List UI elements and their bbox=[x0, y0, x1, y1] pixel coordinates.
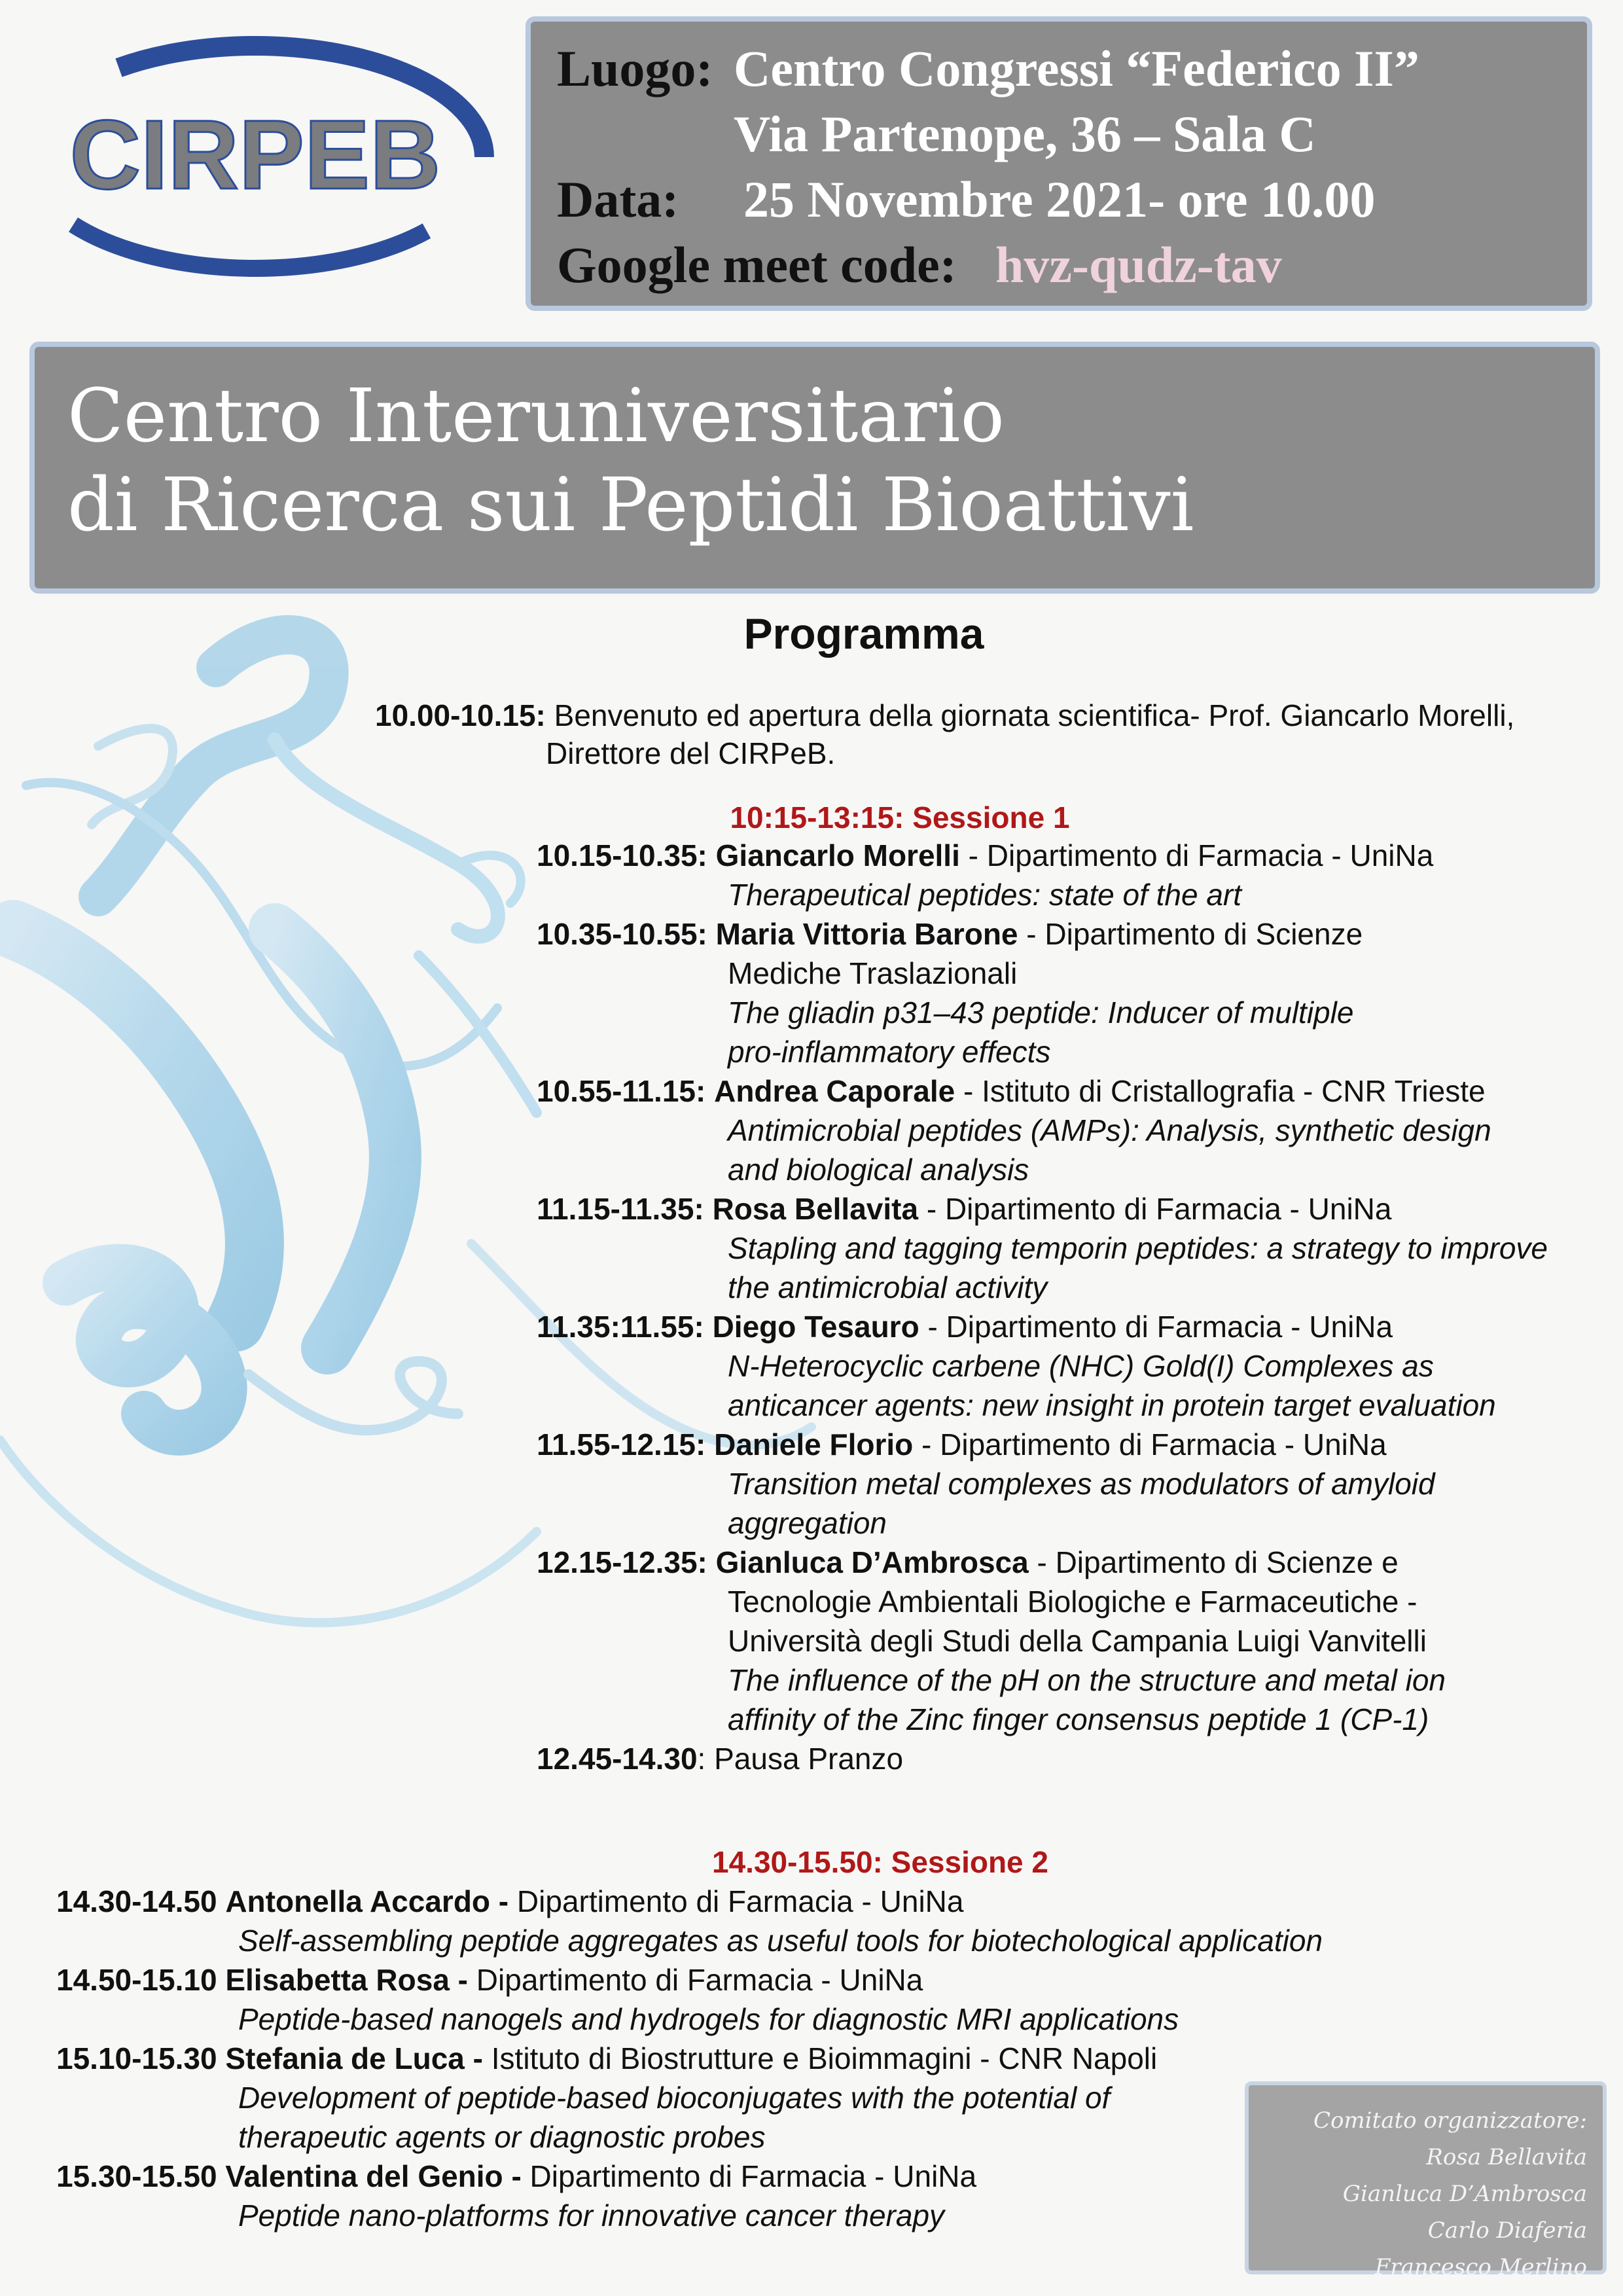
talk-speaker: Rosa Bellavita bbox=[712, 1192, 919, 1226]
talk-speaker: Stefania de Luca - bbox=[225, 2041, 483, 2075]
talk-title: Peptide nano-platforms for innovative cancer therapy bbox=[238, 2198, 945, 2233]
talk-affiliation-cont: Tecnologie Ambientali Biologiche e Farmaceutiche - bbox=[728, 1585, 1418, 1619]
talk-affiliation: - Istituto di Cristallografia - CNR Trieste bbox=[955, 1074, 1486, 1108]
talk-affiliation: - Dipartimento di Scienze e bbox=[1028, 1545, 1399, 1579]
meet-code: hvz-qudz-tav bbox=[995, 236, 1282, 293]
talk-row bbox=[537, 915, 1363, 953]
banner-line-1: Centro Interuniversitario bbox=[67, 374, 1005, 459]
talk-time: 11.15-11.35: bbox=[537, 1192, 704, 1226]
talk-title: The influence of the pH on the structure and metal ion bbox=[728, 1663, 1446, 1697]
location-venue: Centro Congressi “Federico II” bbox=[734, 40, 1419, 97]
date-value: 25 Novembre 2021- ore 10.00 bbox=[743, 171, 1376, 228]
talk-speaker: Gianluca D’Ambrosca bbox=[715, 1545, 1029, 1579]
talk-affiliation-cont: Università degli Studi della Campania Luigi Vanvitelli bbox=[728, 1624, 1427, 1658]
talk-affiliation: Dipartimento di Farmacia - UniNa bbox=[521, 2159, 977, 2193]
talk-affiliation-cont: Mediche Traslazionali bbox=[728, 956, 1018, 990]
lunch-time: 12.45-14.30 bbox=[537, 1742, 698, 1776]
talk-title: pro-inflammatory effects bbox=[728, 1035, 1051, 1069]
talk-time: 11.55-12.15: bbox=[537, 1427, 706, 1462]
date-line bbox=[557, 167, 1561, 232]
committee-name: Francesco Merlino bbox=[1374, 2254, 1587, 2280]
talk-title: anticancer agents: new insight in protein target evaluation bbox=[728, 1388, 1496, 1422]
talk-title: Development of peptide-based bioconjugates with the potential of bbox=[238, 2081, 1111, 2115]
talk-affiliation: - Dipartimento di Scienze bbox=[1018, 917, 1363, 951]
talk-row bbox=[537, 1308, 1393, 1346]
talk-title: Transition metal complexes as modulators of amyloid bbox=[728, 1467, 1435, 1501]
lunch-text: : Pausa Pranzo bbox=[697, 1742, 904, 1776]
opening-line-1 bbox=[375, 696, 1514, 734]
session-1-heading: 10:15-13:15: Sessione 1 bbox=[730, 800, 1070, 834]
talk-title: and biological analysis bbox=[728, 1153, 1029, 1187]
talk-title: therapeutic agents or diagnostic probes bbox=[238, 2120, 766, 2154]
talk-time: 10.55-11.15: bbox=[537, 1074, 706, 1108]
talk-row bbox=[537, 1426, 1387, 1463]
talk-affiliation: Dipartimento di Farmacia - UniNa bbox=[468, 1963, 923, 1997]
talk-row bbox=[537, 1072, 1486, 1110]
title-banner bbox=[29, 342, 1600, 594]
committee-name: Gianluca D’Ambrosca bbox=[1342, 2181, 1587, 2207]
talk-affiliation: - Dipartimento di Farmacia - UniNa bbox=[959, 838, 1434, 872]
talk-speaker: Antonella Accardo - bbox=[225, 1884, 509, 1918]
talk-time: 15.10-15.30 bbox=[56, 2041, 217, 2075]
opening-text-2: Direttore del CIRPeB. bbox=[546, 736, 836, 770]
location-label: Luogo: bbox=[557, 40, 713, 97]
talk-title: the antimicrobial activity bbox=[728, 1270, 1048, 1304]
talk-affiliation: - Dipartimento di Farmacia - UniNa bbox=[913, 1427, 1387, 1462]
talk-row bbox=[537, 1190, 1391, 1228]
talk-speaker: Valentina del Genio - bbox=[225, 2159, 522, 2193]
opening-time: 10.00-10.15: bbox=[375, 698, 546, 732]
talk-time: 14.30-14.50 bbox=[56, 1884, 217, 1918]
talk-time: 10.35-10.55: bbox=[537, 917, 707, 951]
talk-row bbox=[56, 1961, 923, 1999]
committee-name: Rosa Bellavita bbox=[1426, 2144, 1587, 2170]
talk-title: The gliadin p31–43 peptide: Inducer of multiple bbox=[728, 996, 1354, 1030]
talk-row bbox=[537, 1543, 1399, 1581]
talk-title: Self-assembling peptide aggregates as useful tools for biotechological application bbox=[238, 1924, 1323, 1958]
date-label: Data: bbox=[557, 171, 679, 228]
location-address: Via Partenope, 36 – Sala C bbox=[734, 105, 1316, 162]
talk-time: 11.35:11.55: bbox=[537, 1310, 704, 1344]
talk-row bbox=[56, 1882, 963, 1920]
talk-time: 12.15-12.35: bbox=[537, 1545, 707, 1579]
talk-speaker: Andrea Caporale bbox=[714, 1074, 955, 1108]
lunch-break-row bbox=[537, 1740, 903, 1778]
talk-title: aggregation bbox=[728, 1506, 887, 1540]
talk-speaker: Diego Tesauro bbox=[712, 1310, 919, 1344]
event-info-box bbox=[526, 16, 1592, 311]
banner-line-2: di Ricerca sui Peptidi Bioattivi bbox=[67, 463, 1194, 548]
talk-speaker: Daniele Florio bbox=[714, 1427, 914, 1462]
talk-title: Peptide-based nanogels and hydrogels for diagnostic MRI applications bbox=[238, 2002, 1179, 2036]
talk-speaker: Maria Vittoria Barone bbox=[715, 917, 1018, 951]
session-2-heading: 14.30-15.50: Sessione 2 bbox=[712, 1845, 1048, 1879]
meet-line bbox=[557, 232, 1561, 298]
talk-title: Therapeutical peptides: state of the art bbox=[728, 878, 1242, 912]
talk-affiliation: - Dipartimento di Farmacia - UniNa bbox=[919, 1310, 1393, 1344]
talk-title: Antimicrobial peptides (AMPs): Analysis, synthetic design bbox=[728, 1113, 1491, 1147]
talk-title: N-Heterocyclic carbene (NHC) Gold(I) Complexes as bbox=[728, 1349, 1434, 1383]
programma-heading: Programma bbox=[743, 609, 984, 658]
talk-row bbox=[56, 2157, 976, 2195]
talk-time: 14.50-15.10 bbox=[56, 1963, 217, 1997]
talk-affiliation: Istituto di Biostrutture e Bioimmagini - CNR Napoli bbox=[482, 2041, 1158, 2075]
talk-row bbox=[537, 836, 1433, 874]
location-line-2 bbox=[557, 101, 1561, 167]
talk-time: 15.30-15.50 bbox=[56, 2159, 217, 2193]
talk-affiliation: - Dipartimento di Farmacia - UniNa bbox=[918, 1192, 1392, 1226]
organizing-committee-box bbox=[1245, 2081, 1607, 2280]
talk-time: 10.15-10.35: bbox=[537, 838, 707, 872]
talk-title: Stapling and tagging temporin peptides: a strategy to improve bbox=[728, 1231, 1548, 1265]
talk-speaker: Elisabetta Rosa - bbox=[225, 1963, 469, 1997]
meet-label: Google meet code: bbox=[557, 236, 957, 293]
opening-text: Benvenuto ed apertura della giornata scientifica- Prof. Giancarlo Morelli, bbox=[554, 698, 1515, 732]
talk-speaker: Giancarlo Morelli bbox=[715, 838, 960, 872]
location-line-1 bbox=[557, 36, 1561, 101]
committee-name: Carlo Diaferia bbox=[1427, 2217, 1587, 2244]
talk-affiliation: Dipartimento di Farmacia - UniNa bbox=[508, 1884, 964, 1918]
logo-text: CIRPEB bbox=[69, 99, 441, 209]
committee-label: Comitato organizzatore: bbox=[1313, 2108, 1587, 2134]
cirpeb-logo bbox=[7, 26, 504, 288]
talk-row bbox=[56, 2039, 1157, 2077]
talk-title: affinity of the Zinc finger consensus peptide 1 (CP-1) bbox=[728, 1702, 1429, 1736]
